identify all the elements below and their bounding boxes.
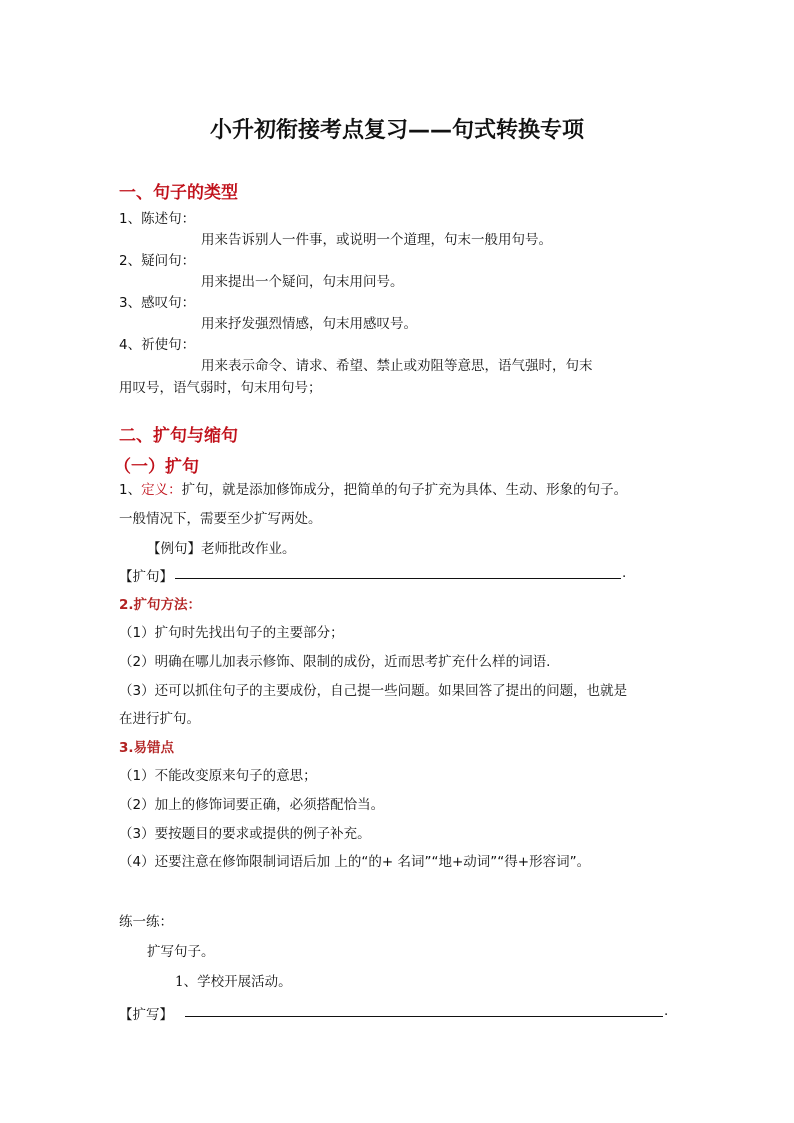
method-item: （1）扩句时先找出句子的主要部分； [119,625,344,641]
practice-instruction: 扩写句子。 [147,944,215,960]
page-title: 小升初衔接考点复习——句式转换专项 [209,118,584,143]
sentence-type-label: 1、陈述句： [119,211,196,227]
methods-heading: 2.扩句方法： [119,597,202,613]
section-heading-expand-shorten: 二、扩句与缩句 [119,426,238,446]
sentence-type-desc: 用来提出一个疑问，句末用问号。 [201,274,404,290]
error-item: （1）不能改变原来句子的意思； [119,768,317,784]
definition-label: 定义： [141,482,182,498]
practice-answer-end: . [664,1003,669,1019]
sentence-type-desc: 用来抒发强烈情感，句末用感叹号。 [201,316,417,332]
error-item: （4）还要注意在修饰限制词语后加 上的“的+ 名词”“地+动词”“得+形容词”。 [119,854,591,870]
method-item-continued: 在进行扩句。 [119,711,200,727]
method-item: （2）明确在哪儿加表示修饰、限制的成份，近而思考扩充什么样的词语. [119,654,551,670]
definition-text-continued: 一般情况下，需要至少扩写两处。 [119,511,322,527]
expand-label: 【扩句】 [119,569,173,585]
method-item: （3）还可以抓住句子的主要成份，自己提一些问题。如果回答了提出的问题，也就是 [119,683,628,699]
sentence-type-label: 3、感叹句： [119,295,196,311]
answer-line[interactable] [175,578,621,579]
sentence-type-desc-continued: 用叹号，语气弱时，句末用句号； [119,380,322,396]
practice-item: 1、学校开展活动。 [175,974,292,990]
sentence-type-desc: 用来告诉别人一件事，或说明一个道理，句末一般用句号。 [201,232,552,248]
definition-line [119,478,627,498]
subsection-heading-expand: （一）扩句 [114,457,199,477]
section-heading-sentence-types: 一、句子的类型 [119,183,238,203]
error-item: （3）要按题目的要求或提供的例子补充。 [119,826,371,842]
sentence-type-label: 2、疑问句： [119,253,196,269]
practice-heading: 练一练： [119,914,173,930]
errors-heading: 3.易错点 [119,740,175,756]
sentence-type-desc: 用来表示命令、请求、希望、禁止或劝阻等意思，语气强时，句末 [201,358,593,374]
practice-answer-line[interactable] [185,1016,663,1017]
practice-label: 【扩写】 [119,1007,173,1023]
error-item: （2）加上的修饰词要正确，必须搭配恰当。 [119,797,385,813]
sentence-type-label: 4、祈使句： [119,337,196,353]
example-sentence: 【例句】老师批改作业。 [147,541,296,557]
definition-number: 1、 [119,482,142,498]
answer-line-end: . [622,565,627,581]
definition-text: 扩句，就是添加修饰成分，把简单的句子扩充为具体、生动、形象的句子。 [181,482,628,498]
